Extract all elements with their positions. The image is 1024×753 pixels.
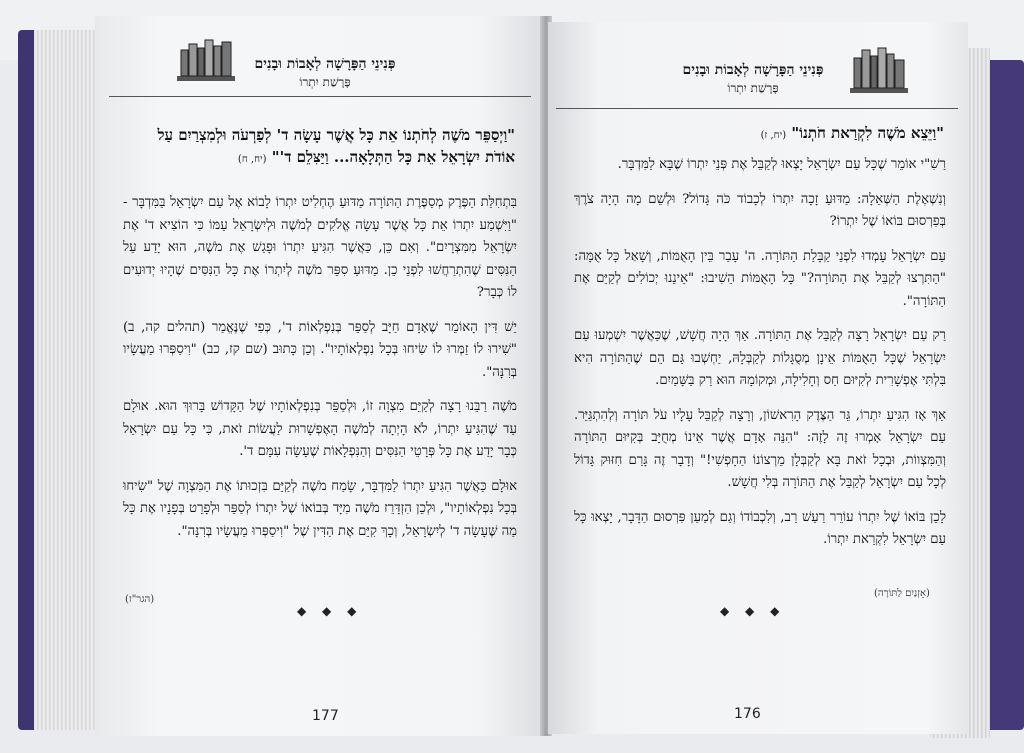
section-title [125,124,515,171]
paragraph: וְנִשְׁאֶלֶת הַשְּׁאֵלָה: מַדּוּעַ זָכָה יִתְרוֹ לְכָבוֹד כֹּה גָּדוֹל? וּלְשֵׁם מָה הָיָה צֹרֶךְ בְּפִרְסוּם בּוֹאוֹ שֶׁל יִתְרוֹ? [574,191,946,229]
right-page [548,22,968,734]
running-head [658,62,848,96]
books-icon [848,44,910,96]
running-head-title: פְּנִינֵי הַפָּרָשָׁה לְאָבוֹת וּבָנִים [254,56,396,72]
page-number: 177 [312,708,339,724]
paragraph: אַךְ אָז הִגִּיעַ יִתְרוֹ, גֵּר הַצֶּדֶק הָרִאשׁוֹן, וְרָצָה לְקַבֵּל עָלָיו עֹל תּוֹרָה וְלְהִתְגַּיֵּר. עַם יִשְׂרָאֵל אָמְרוּ זֶה לָזֶה: "הִנֵּה אָדָם אֲשֶׁר אֵינוֹ מְחֻיָּב בְּקִיּוּם הַתּוֹרָה וְהַמִּצְווֹת, וּבְכָל זֹאת בָּא לְקַבְּלָן מֵרְצוֹנוֹ הַחָפְשִׁי!" וְדָבָר זֶה גָּרַם חִזּוּק גָּדוֹל לְכָל עַם יִשְׂרָאֵל לְקַבֵּל אֶת הַתּוֹרָה בְּלִי חֲשָׁשׁ. [574,407,946,490]
paragraph: אוּלָם כַּאֲשֶׁר הִגִּיעַ יִתְרוֹ לַמִּדְבָּר, שָׂמַח מֹשֶׁה לְקַיֵּם בִּזְכוּתוֹ אֶת הַמִּצְוָה שֶׁל "שִׂיחוּ בְּכָל נִפְלְאוֹתָיו", וּלְכֵן הִזְדָּרֵז מֹשֶׁה מִיָּד בְּבוֹאוֹ שֶׁל יִתְרוֹ לְסַפֵּר וּלְפָרֵט בְּפָנָיו אֶת כָּל מַה שֶּׁעָשָׂה ד' לְיִשְׂרָאֵל, וְכָךְ קִיֵּם אֶת הַדִּין שֶׁל "וִיסַפְּרוּ מַעֲשָׂיו בְּרִנָּה". [123,478,517,539]
paragraph: רַשִׁ"י אוֹמֵר שֶׁכָּל עַם יִשְׂרָאֵל יָצְאוּ לְקַבֵּל אֶת פְּנֵי יִתְרוֹ שֶׁבָּא לַמִּדְבָּר. [617,157,946,172]
header-rule [556,108,958,109]
paragraph: רַק עַם יִשְׂרָאֵל רָצָה לְקַבֵּל אֶת הַתּוֹרָה. אַךְ הָיָה חֲשָׁשׁ, שֶׁכַּאֲשֶׁר יִשְׁמְעוּ עַם יִשְׂרָאֵל שֶׁכָּל הָאֻמּוֹת אֵינָן מְסֻגָּלוֹת לְקַבְּלָהּ, יַחְשְׁבוּ גַּם הֵם שֶׁהַתּוֹרָה הִיא בִּלְתִּי אֶפְשָׁרִית לְקִיּוּם חַס וְחָלִילָה, וּמְקוֹמָהּ הוּא רַק בַּשָּׁמַיִם. [574,328,946,388]
section-source: (יח, ח) [237,154,267,165]
running-head [235,56,415,90]
citation: (אָזְנַיִם לַתּוֹרָה) [874,588,930,599]
paragraph: עַם יִשְׂרָאֵל עָמְדוּ לִפְנֵי קַבָּלַת הַתּוֹרָה. ה' עָבַר בֵּין הָאֻמּוֹת, וְשָׁאַל כָּל אֻמָּה: "הַתִּרְצוּ לְקַבֵּל אֶת הַתּוֹרָה?" כָּל הָאֻמּוֹת הֵשִׁיבוּ: "אֵינֵנוּ יְכוֹלִים לְקַיֵּם אֶת הַתּוֹרָה". [574,248,946,309]
section-title-text: "וַיְסַפֵּר מֹשֶׁה לְחֹתְנוֹ אֵת כָּל אֲשֶׁר עָשָׂה ד' לְפַרְעֹה וּלְמִצְרַיִם עַל אוֹדֹת יִשְׂרָאֵל אֵת כָּל הַתְּלָאָה... וַיַּצִּלֵם ד'" [157,126,515,166]
header-rule [109,96,531,97]
section-title [568,122,944,147]
citation: (הגר"ז) [125,594,155,605]
section-separator: ◆ ◆ ◆ [297,604,363,618]
section-source: (יח, ז) [760,130,787,141]
body-text [123,192,517,555]
running-head-title: פְּנִינֵי הַפָּרָשָׁה לְאָבוֹת וּבָנִים [682,62,824,78]
page-number: 176 [734,706,761,722]
body-text [574,154,946,564]
running-head-subtitle: פָּרָשַׁת יִתְרוֹ [299,75,351,89]
section-separator: ◆ ◆ ◆ [720,604,786,618]
books-icon [175,36,237,84]
section-title-text: "וַיֵּצֵא מֹשֶׁה לִקְרַאת חֹתְנוֹ" [791,124,944,142]
paragraph: יֵשׁ דִּין הָאוֹמֵר שֶׁאָדָם חַיָּב לְסַפֵּר בְּנִפְלְאוֹת ד', כְּפִי שֶׁנֶּאֱמַר (תהלים קה, ב) "שִׁירוּ לוֹ זַמְּרוּ לוֹ שִׂיחוּ בְּכָל נִפְלְאוֹתָיו". וְכֵן כָּתוּב (שם קז, כב) "וִיסַפְּרוּ מַעֲשָׂיו בְּרִנָּה". [123,319,517,380]
paragraph: בִּתְחִלַּת הַפֶּרֶק מְסַפֶּרֶת הַתּוֹרָה מַדּוּעַ הֶחְלִיט יִתְרוֹ לָבוֹא אֶל עַם יִשְׂרָאֵל בַּמִּדְבָּר - "וַיִּשְׁמַע יִתְרוֹ אֵת כָּל אֲשֶׁר עָשָׂה אֱלֹקִים לְמֹשֶׁה וּלְיִשְׂרָאֵל עַמּוֹ כִּי הוֹצִיא ד' אֶת יִשְׂרָאֵל מִמִּצְרָיִם". וְאִם כֵּן, כַּאֲשֶׁר הִגִּיעַ יִתְרוֹ וּפָגַשׁ אֶת מֹשֶׁה, הוּא יָדַע עַל הַנִּסִּים שֶׁהִתְרַחֲשׁוּ לִפְנֵי כֵן. מַדּוּעַ סִפֵּר מֹשֶׁה לְיִתְרוֹ אֶת כָּל הַנִּסִּים שֶׁהָיוּ יְדוּעִים לוֹ כְּבָר? [123,195,517,300]
running-head-subtitle: פָּרָשַׁת יִתְרוֹ [727,81,779,95]
left-page [95,16,545,736]
paragraph: לָכֵן בּוֹאוֹ שֶׁל יִתְרוֹ עוֹרֵר רַעַשׁ רַב, וְלִכְבוֹדוֹ וְגַם לְמַעַן פִּרְסוּם הַדָּבָר, יָצְאוּ כָּל עַם יִשְׂרָאֵל לִקְרַאת יִתְרוֹ. [574,509,946,547]
paragraph: מֹשֶׁה רַבֵּנוּ רָצָה לְקַיֵּם מִצְוָה זוֹ, וּלְסַפֵּר בְּנִפְלְאוֹתָיו שֶׁל הַקָּדוֹשׁ בָּרוּךְ הוּא. אוּלָם עַד שֶׁהִגִּיעַ יִתְרוֹ, לֹא הָיְתָה לְמֹשֶׁה הָאֶפְשָׁרוּת לַעֲשׂוֹת זֹאת, כִּי כָּל עַם יִשְׂרָאֵל כְּבָר יָדַע אֶת כָּל פְּרָטֵי הַנִּסִּים וְהַנִּפְלָאוֹת שֶׁעָשָׂה עִמָּם ד'. [123,399,517,459]
